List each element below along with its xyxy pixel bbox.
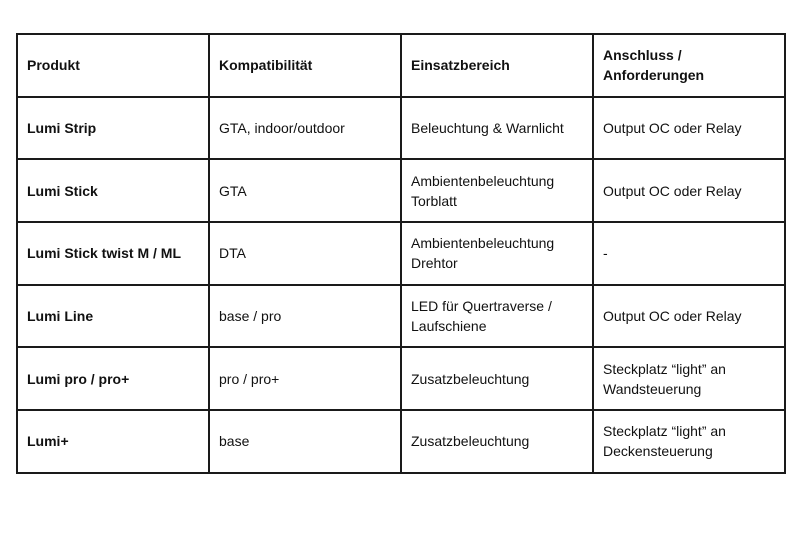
cell-usage: Ambientenbeleuchtung Torblatt <box>401 159 593 222</box>
cell-product: Lumi Stick <box>17 159 209 222</box>
header-kompatibilitaet: Kompatibilität <box>209 34 401 97</box>
cell-compatibility: base <box>209 410 401 473</box>
cell-usage: Ambientenbeleuchtung Drehtor <box>401 222 593 285</box>
cell-product: Lumi+ <box>17 410 209 473</box>
table-row <box>17 285 785 348</box>
table-header-row <box>17 34 785 97</box>
cell-product: Lumi Strip <box>17 97 209 160</box>
table-row <box>17 347 785 410</box>
cell-usage: LED für Quertraverse / Laufschiene <box>401 285 593 348</box>
table-row <box>17 222 785 285</box>
cell-connection: Output OC oder Relay <box>593 97 785 160</box>
cell-compatibility: DTA <box>209 222 401 285</box>
cell-usage: Zusatzbeleuchtung <box>401 347 593 410</box>
cell-compatibility: base / pro <box>209 285 401 348</box>
table-row <box>17 97 785 160</box>
header-produkt: Produkt <box>17 34 209 97</box>
cell-compatibility: GTA <box>209 159 401 222</box>
cell-product: Lumi Line <box>17 285 209 348</box>
cell-usage: Beleuchtung & Warnlicht <box>401 97 593 160</box>
table-row <box>17 410 785 473</box>
header-einsatzbereich: Einsatzbereich <box>401 34 593 97</box>
product-table <box>16 33 786 474</box>
cell-compatibility: pro / pro+ <box>209 347 401 410</box>
cell-connection: Steckplatz “light” an Deckensteuerung <box>593 410 785 473</box>
cell-connection: Output OC oder Relay <box>593 285 785 348</box>
cell-connection: - <box>593 222 785 285</box>
cell-product: Lumi pro / pro+ <box>17 347 209 410</box>
header-anschluss: Anschluss / Anforderungen <box>593 34 785 97</box>
cell-compatibility: GTA, indoor/outdoor <box>209 97 401 160</box>
cell-usage: Zusatzbeleuchtung <box>401 410 593 473</box>
table-row <box>17 159 785 222</box>
cell-connection: Steckplatz “light” an Wandsteuerung <box>593 347 785 410</box>
product-table-container <box>16 33 786 474</box>
cell-connection: Output OC oder Relay <box>593 159 785 222</box>
cell-product: Lumi Stick twist M / ML <box>17 222 209 285</box>
